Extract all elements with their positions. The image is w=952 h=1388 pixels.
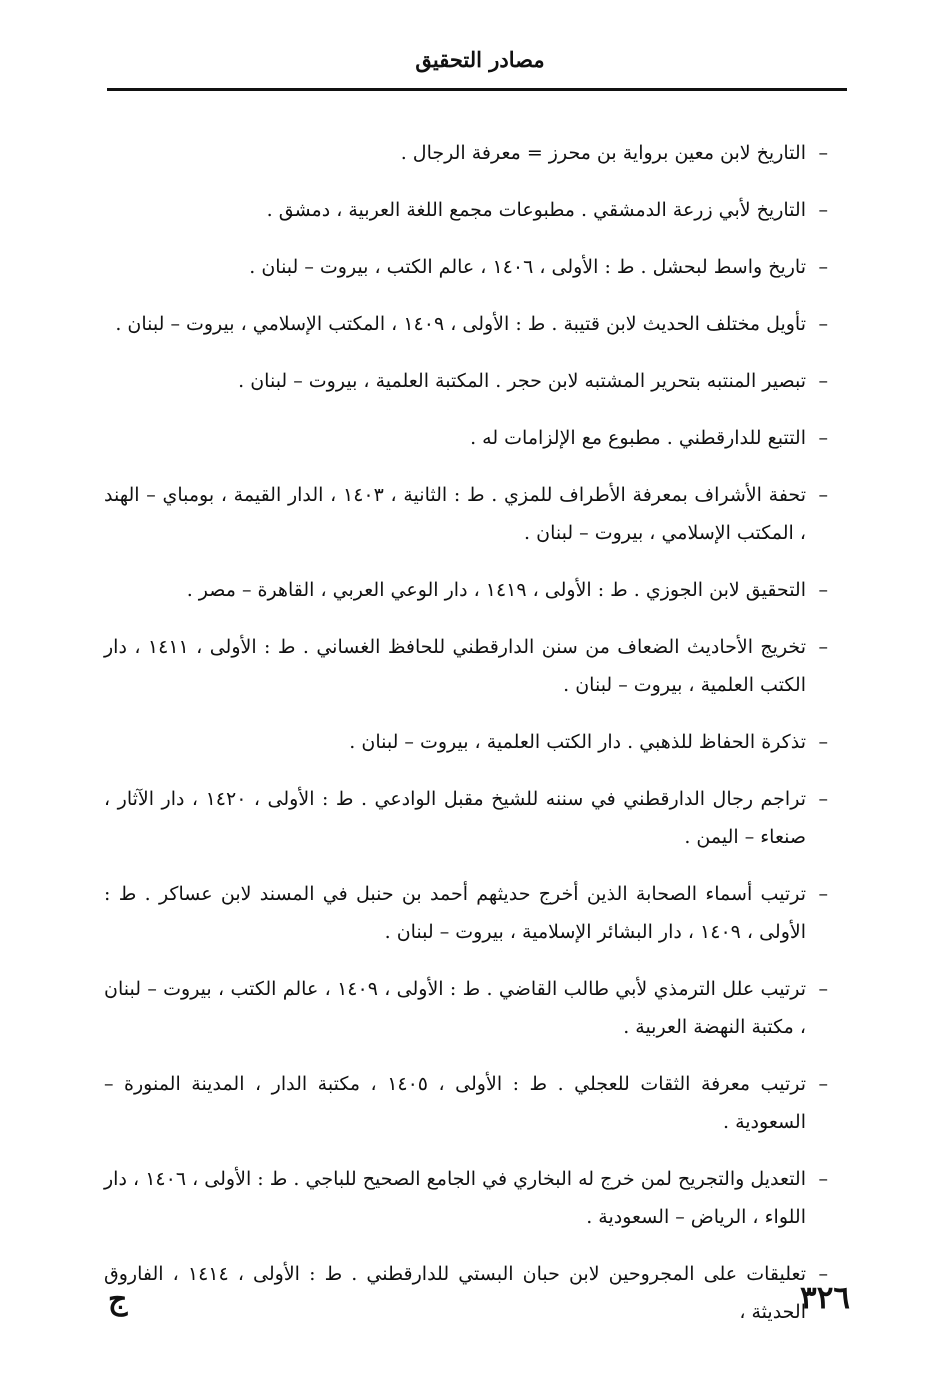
entry-text: تاريخ واسط لبحشل . ط : الأولى ، ١٤٠٦ ، عالم الكتب ، بيروت – لبنان . — [249, 256, 806, 278]
entry-text: التحقيق لابن الجوزي . ط : الأولى ، ١٤١٩ ، دار الوعي العربي ، القاهرة – مصر . — [186, 579, 806, 601]
entry-dash: – — [818, 1168, 828, 1190]
entry-dash: – — [818, 978, 828, 1000]
entry-text: التتبع للدارقطني . مطبوع مع الإلزامات له . — [470, 427, 806, 449]
bibliography-entry — [104, 780, 828, 856]
running-title: مصادر التحقيق — [415, 47, 545, 72]
bibliography-entry — [104, 571, 828, 609]
header-rule — [107, 88, 847, 91]
entry-dash: – — [818, 484, 828, 506]
entry-dash: – — [818, 256, 828, 278]
bibliography-entry — [104, 134, 828, 172]
bibliography-entry — [104, 248, 828, 286]
entry-text: تحفة الأشراف بمعرفة الأطراف للمزي . ط : الثانية ، ١٤٠٣ ، الدار القيمة ، بومباي – الهند ، المكتب الإسلامي ، بيروت – لبنان . — [104, 484, 806, 544]
signature-mark: ج — [108, 1282, 128, 1317]
entry-text: تذكرة الحفاظ للذهبي . دار الكتب العلمية ، بيروت – لبنان . — [349, 731, 806, 753]
entry-text: التاريخ لأبي زرعة الدمشقي . مطبوعات مجمع اللغة العربية ، دمشق . — [266, 199, 806, 221]
entry-dash: – — [818, 788, 828, 810]
bibliography-entry — [104, 1255, 828, 1331]
entry-text: ترتيب علل الترمذي لأبي طالب القاضي . ط : الأولى ، ١٤٠٩ ، عالم الكتب ، بيروت – لبنان ، مكتبة النهضة العربية . — [104, 978, 806, 1038]
entry-dash: – — [818, 142, 828, 164]
bibliography-entry — [104, 628, 828, 704]
entry-dash: – — [818, 731, 828, 753]
bibliography-entry — [104, 970, 828, 1046]
bibliography-entry — [104, 419, 828, 457]
entry-text: تبصير المنتبه بتحرير المشتبه لابن حجر . المكتبة العلمية ، بيروت – لبنان . — [238, 370, 806, 392]
entry-text: تعليقات على المجروحين لابن حبان البستي للدارقطني . ط : الأولى ، ١٤١٤ ، الفاروق الحديثة ، — [104, 1263, 806, 1323]
entry-dash: – — [818, 636, 828, 658]
bibliography-entry — [104, 1160, 828, 1236]
entry-text: تراجم رجال الدارقطني في سننه للشيخ مقبل الوادعي . ط : الأولى ، ١٤٢٠ ، دار الآثار ، صنعاء – اليمن . — [104, 788, 806, 848]
bibliography-entry — [104, 875, 828, 951]
bibliography-entry — [104, 305, 828, 343]
entry-dash: – — [818, 1263, 828, 1285]
bibliography-entry — [104, 362, 828, 400]
entry-text: تأويل مختلف الحديث لابن قتيبة . ط : الأولى ، ١٤٠٩ ، المكتب الإسلامي ، بيروت – لبنان . — [115, 313, 806, 335]
bibliography-entry — [104, 191, 828, 229]
entry-text: ترتيب معرفة الثقات للعجلي . ط : الأولى ، ١٤٠٥ ، مكتبة الدار ، المدينة المنورة – السعودية . — [104, 1073, 807, 1133]
entry-text: ترتيب أسماء الصحابة الذين أخرج حديثهم أحمد بن حنبل في المسند لابن عساكر . ط : الأولى ، ١٤٠٩ ، دار البشائر الإسلامية ، بيروت – لبنان . — [104, 883, 806, 943]
entry-dash: – — [818, 1073, 828, 1095]
bibliography-list — [104, 134, 828, 1331]
bibliography-entry — [104, 1065, 828, 1141]
entry-text: التعديل والتجريح لمن خرج له البخاري في الجامع الصحيح للباجي . ط : الأولى ، ١٤٠٦ ، دار اللواء ، الرياض – السعودية . — [104, 1168, 806, 1228]
page-number: ٣٢٦ — [800, 1280, 850, 1316]
entry-dash: – — [818, 427, 828, 449]
entry-text: التاريخ لابن معين برواية بن محرز = معرفة الرجال . — [400, 142, 806, 164]
entry-text: تخريج الأحاديث الضعاف من سنن الدارقطني للحافظ الغساني . ط : الأولى ، ١٤١١ ، دار الكتب العلمية ، بيروت – لبنان . — [104, 636, 806, 696]
entry-dash: – — [818, 199, 828, 221]
entry-dash: – — [818, 313, 828, 335]
entry-dash: – — [818, 579, 828, 601]
entry-dash: – — [818, 883, 828, 905]
bibliography-entry — [104, 723, 828, 761]
entry-dash: – — [818, 370, 828, 392]
bibliography-entry — [104, 476, 828, 552]
